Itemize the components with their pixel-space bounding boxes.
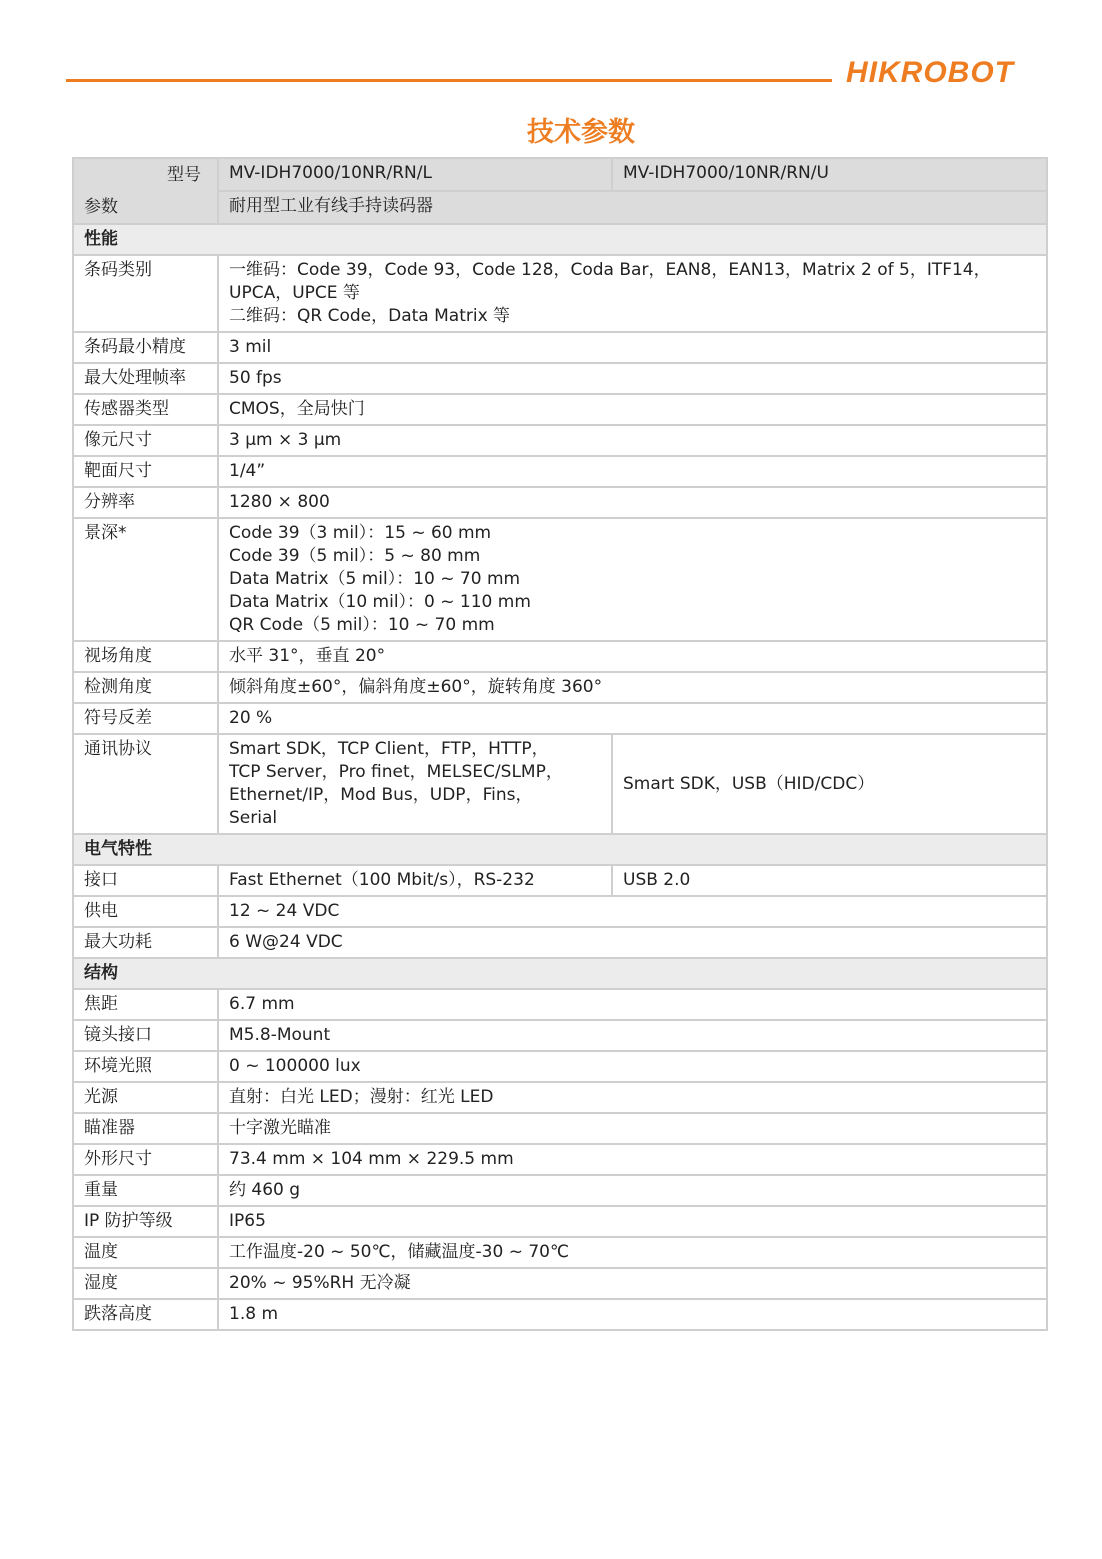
row-value: 约 460 g: [218, 1175, 1047, 1206]
corner-param-label: 参数: [84, 197, 118, 217]
row-label: 视场角度: [73, 641, 218, 672]
value-line: TCP Server，Pro finet，MELSEC/SLMP，: [229, 762, 563, 782]
row-value: 直射：白光 LED；漫射：红光 LED: [218, 1082, 1047, 1113]
row-value: 20 %: [218, 703, 1047, 734]
value-line: 二维码：QR Code，Data Matrix 等: [229, 306, 511, 326]
corner-cell: [73, 158, 218, 224]
table-row: [73, 1237, 1047, 1268]
table-row: [73, 394, 1047, 425]
row-label: 外形尺寸: [73, 1144, 218, 1175]
row-value: 6.7 mm: [218, 989, 1047, 1020]
table-row: [73, 191, 1047, 224]
value-line: Code 39（3 mil）：15 ~ 60 mm: [229, 523, 492, 543]
corner-model-label: 型号: [167, 165, 201, 185]
row-label: 条码类别: [73, 255, 218, 332]
row-value-l: [218, 734, 612, 834]
row-label: 供电: [73, 896, 218, 927]
row-label: 重量: [73, 1175, 218, 1206]
brand-logo: HIKROBOT: [846, 56, 1014, 89]
row-label: 温度: [73, 1237, 218, 1268]
table-row: [73, 927, 1047, 958]
value-line: Data Matrix（5 mil）：10 ~ 70 mm: [229, 569, 521, 589]
row-label: 分辨率: [73, 487, 218, 518]
table-row: [73, 1299, 1047, 1330]
table-row: [73, 1051, 1047, 1082]
table-row: [73, 896, 1047, 927]
table-row: [73, 1268, 1047, 1299]
row-value: [218, 255, 1047, 332]
row-label: 光源: [73, 1082, 218, 1113]
spec-table: [72, 157, 1048, 1331]
row-label: 焦距: [73, 989, 218, 1020]
section-performance: 性能: [73, 224, 1047, 255]
section-row: [73, 834, 1047, 865]
row-label: 检测角度: [73, 672, 218, 703]
table-row: [73, 487, 1047, 518]
value-line: Smart SDK，TCP Client，FTP，HTTP，: [229, 739, 549, 759]
row-value: M5.8-Mount: [218, 1020, 1047, 1051]
row-label: 环境光照: [73, 1051, 218, 1082]
row-value: 1.8 m: [218, 1299, 1047, 1330]
table-row: [73, 734, 1047, 834]
row-value: [218, 518, 1047, 641]
row-value: 0 ~ 100000 lux: [218, 1051, 1047, 1082]
table-row: [73, 518, 1047, 641]
row-value: 3 μm × 3 μm: [218, 425, 1047, 456]
section-electrical: 电气特性: [73, 834, 1047, 865]
table-row: [73, 1113, 1047, 1144]
model-l: MV-IDH7000/10NR/RN/L: [218, 158, 612, 191]
page-title: 技术参数: [527, 117, 635, 148]
header-rule: [66, 79, 832, 82]
table-row: [73, 425, 1047, 456]
table-row: [73, 865, 1047, 896]
row-label: 像元尺寸: [73, 425, 218, 456]
row-value: 6 W@24 VDC: [218, 927, 1047, 958]
row-label: 通讯协议: [73, 734, 218, 834]
table-row: [73, 456, 1047, 487]
row-value: 3 mil: [218, 332, 1047, 363]
section-structure: 结构: [73, 958, 1047, 989]
table-row: [73, 158, 1047, 191]
row-value: 水平 31°，垂直 20°: [218, 641, 1047, 672]
table-row: [73, 1144, 1047, 1175]
value-line: Ethernet/IP，Mod Bus，UDP，Fins，: [229, 785, 533, 805]
section-row: [73, 224, 1047, 255]
value-line: 一维码：Code 39，Code 93，Code 128，Coda Bar，EAN8，EAN13，Matrix 2 of 5，ITF14，: [229, 260, 991, 280]
row-label: 镜头接口: [73, 1020, 218, 1051]
row-value: 1/4”: [218, 456, 1047, 487]
row-label: 景深*: [73, 518, 218, 641]
table-row: [73, 1020, 1047, 1051]
row-label: 接口: [73, 865, 218, 896]
row-value: 73.4 mm × 104 mm × 229.5 mm: [218, 1144, 1047, 1175]
row-label: 符号反差: [73, 703, 218, 734]
row-value: 十字激光瞄准: [218, 1113, 1047, 1144]
row-label: 靶面尺寸: [73, 456, 218, 487]
row-value: 12 ~ 24 VDC: [218, 896, 1047, 927]
table-row: [73, 989, 1047, 1020]
table-row: [73, 363, 1047, 394]
table-row: [73, 641, 1047, 672]
row-value: 50 fps: [218, 363, 1047, 394]
value-line: Serial: [229, 808, 278, 828]
row-value-u: USB 2.0: [612, 865, 1047, 896]
row-value: CMOS，全局快门: [218, 394, 1047, 425]
table-row: [73, 1082, 1047, 1113]
row-label: 跌落高度: [73, 1299, 218, 1330]
row-label: IP 防护等级: [73, 1206, 218, 1237]
section-row: [73, 958, 1047, 989]
row-value: 20% ~ 95%RH 无冷凝: [218, 1268, 1047, 1299]
table-row: [73, 332, 1047, 363]
row-label: 瞄准器: [73, 1113, 218, 1144]
table-row: [73, 255, 1047, 332]
row-label: 最大处理帧率: [73, 363, 218, 394]
table-row: [73, 1206, 1047, 1237]
row-value: 工作温度-20 ~ 50℃，储藏温度-30 ~ 70℃: [218, 1237, 1047, 1268]
row-label: 最大功耗: [73, 927, 218, 958]
table-row: [73, 1175, 1047, 1206]
value-line: UPCA，UPCE 等: [229, 283, 360, 303]
row-value: 倾斜角度±60°，偏斜角度±60°，旋转角度 360°: [218, 672, 1047, 703]
row-label: 传感器类型: [73, 394, 218, 425]
row-value-l: Fast Ethernet（100 Mbit/s），RS-232: [218, 865, 612, 896]
row-label: 条码最小精度: [73, 332, 218, 363]
table-row: [73, 703, 1047, 734]
table-row: [73, 672, 1047, 703]
value-line: Code 39（5 mil）：5 ~ 80 mm: [229, 546, 481, 566]
row-label: 湿度: [73, 1268, 218, 1299]
row-value: IP65: [218, 1206, 1047, 1237]
row-value: 1280 × 800: [218, 487, 1047, 518]
model-u: MV-IDH7000/10NR/RN/U: [612, 158, 1047, 191]
product-description: 耐用型工业有线手持读码器: [218, 191, 1047, 224]
value-line: Data Matrix（10 mil）：0 ~ 110 mm: [229, 592, 531, 612]
value-line: QR Code（5 mil）：10 ~ 70 mm: [229, 615, 495, 635]
row-value-u: Smart SDK，USB（HID/CDC）: [612, 734, 1047, 834]
